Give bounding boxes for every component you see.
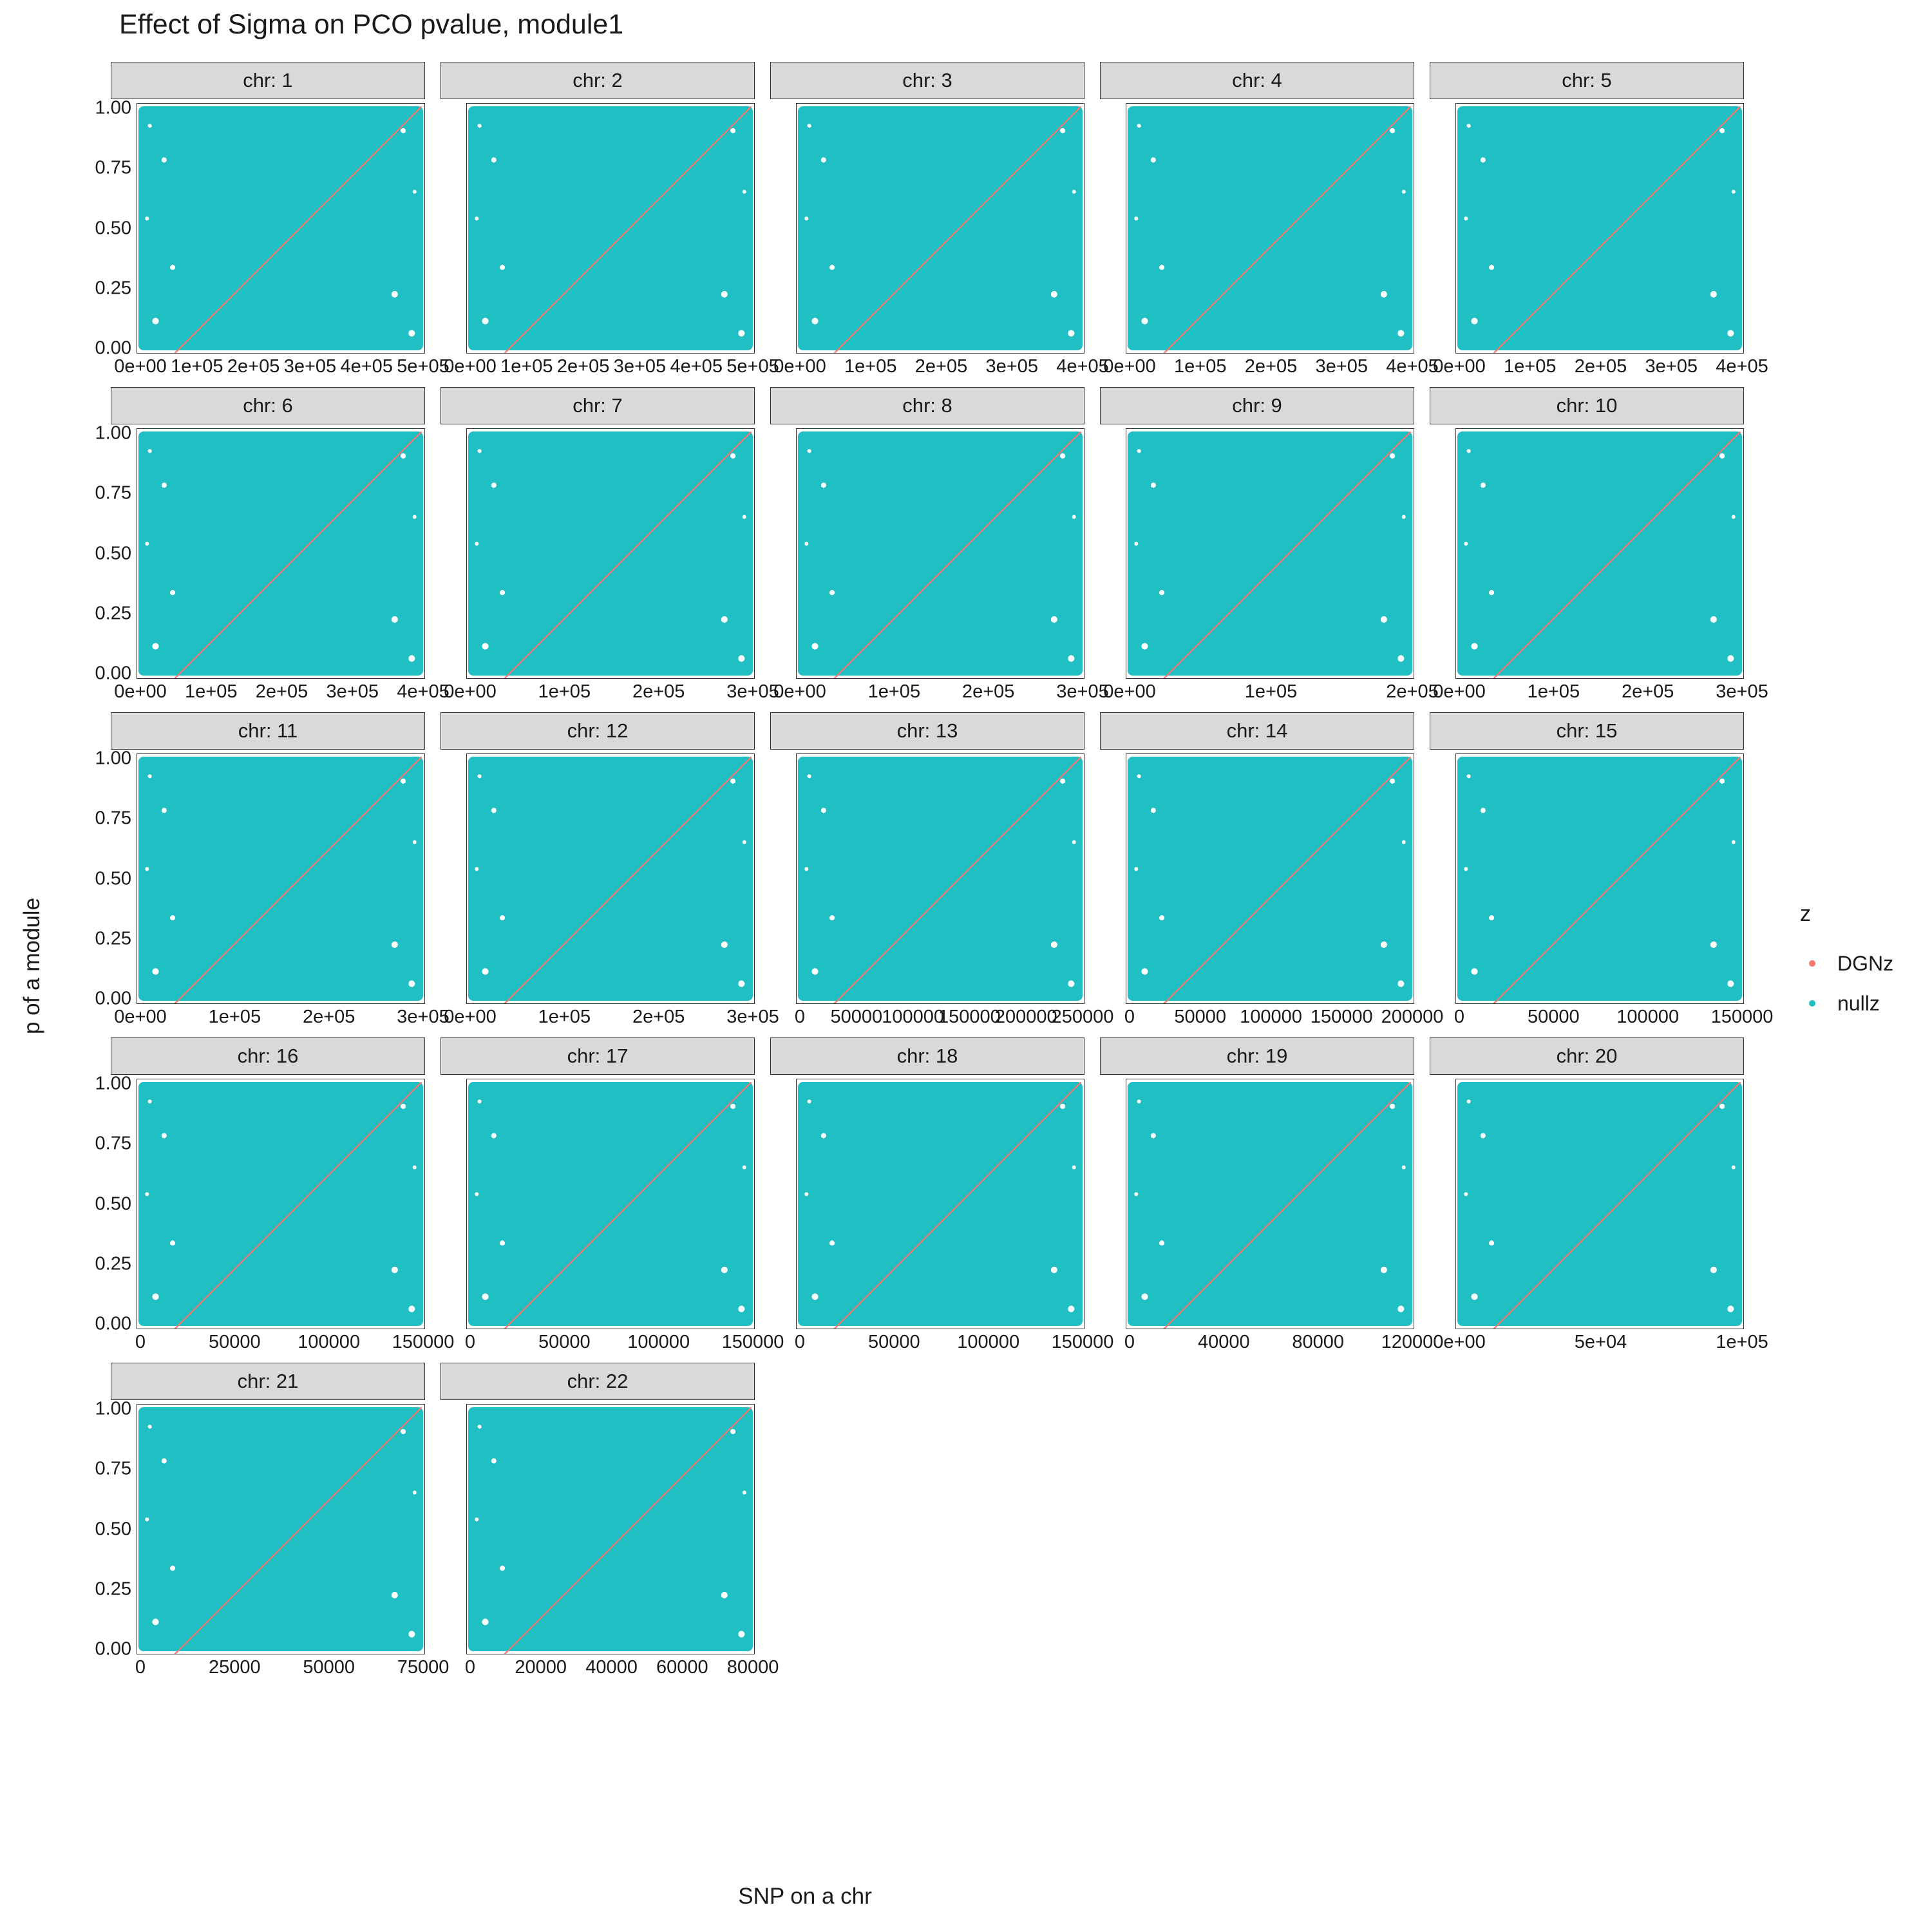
facet-strip-label: chr: 8 xyxy=(770,387,1084,424)
x-tick-label: 4e+05 xyxy=(397,681,450,702)
y-tick-label: 0.25 xyxy=(95,928,131,949)
plot-panel xyxy=(1455,753,1744,1004)
x-axis xyxy=(440,1004,779,1037)
panel-area xyxy=(95,97,425,359)
x-tick-label: 2e+05 xyxy=(255,681,308,702)
plot-panel xyxy=(1126,428,1414,679)
dgnz-diagonal-series xyxy=(137,429,424,679)
x-axis xyxy=(111,354,450,387)
x-tick-label: 0 xyxy=(794,1332,806,1352)
facet-panel-4 xyxy=(1092,62,1439,387)
plot-panel xyxy=(466,1404,755,1654)
x-axis xyxy=(440,679,779,712)
y-axis xyxy=(440,1079,466,1329)
facet-panel-9 xyxy=(1092,387,1439,712)
panel-area xyxy=(770,750,1084,1004)
x-tick-label: 3e+05 xyxy=(283,356,337,377)
dgnz-diagonal-series xyxy=(1456,1079,1743,1329)
plot-panel xyxy=(1455,1079,1744,1329)
x-tick-label: 5e+05 xyxy=(397,356,450,377)
y-tick-label: 1.00 xyxy=(95,1398,131,1419)
legend-label-dgnz: DGNz xyxy=(1837,951,1894,975)
panel-area xyxy=(1430,750,1744,1004)
facet-panel-7 xyxy=(433,387,779,712)
x-tick-label: 50000 xyxy=(538,1332,591,1352)
x-tick-label: 1e+05 xyxy=(867,681,921,702)
x-tick-label: 20000 xyxy=(515,1657,567,1678)
facet-row xyxy=(95,62,1768,387)
x-tick-label: 150000 xyxy=(721,1332,784,1352)
facet-strip-label: chr: 14 xyxy=(1100,712,1414,750)
x-tick-label: 0e+00 xyxy=(444,1007,497,1027)
facet-strip-label: chr: 2 xyxy=(440,62,755,99)
x-tick-label: 2e+05 xyxy=(1574,356,1627,377)
x-tick-label: 2e+05 xyxy=(914,356,968,377)
x-tick-label: 0e+00 xyxy=(773,356,826,377)
x-tick-label: 100000 xyxy=(882,1007,944,1027)
x-tick-label: 150000 xyxy=(938,1007,1001,1027)
y-axis xyxy=(1430,428,1455,679)
panel-area xyxy=(1100,750,1414,1004)
panel-area xyxy=(95,1073,425,1334)
dgnz-diagonal-series xyxy=(797,429,1084,679)
plot-panel xyxy=(1126,103,1414,354)
y-axis xyxy=(95,1398,137,1660)
facet-panel-8 xyxy=(762,387,1109,712)
x-tick-label: 5e+05 xyxy=(726,356,779,377)
facet-strip-label: chr: 5 xyxy=(1430,62,1744,99)
plot-panel xyxy=(466,753,755,1004)
y-axis xyxy=(95,422,137,684)
facet-panel-20 xyxy=(1422,1037,1768,1363)
x-tick-label: 50000 xyxy=(209,1332,261,1352)
dgnz-diagonal-series xyxy=(467,104,754,354)
facet-panel-22 xyxy=(433,1363,779,1688)
y-tick-label: 0.50 xyxy=(95,543,131,564)
x-tick-label: 3e+05 xyxy=(1056,681,1109,702)
facet-panel-5 xyxy=(1422,62,1768,387)
x-axis xyxy=(1430,1004,1774,1037)
x-tick-label: 3e+05 xyxy=(985,356,1038,377)
facet-panel-21 xyxy=(95,1363,450,1688)
dgnz-diagonal-series xyxy=(137,1405,424,1654)
legend-item-dgnz[interactable] xyxy=(1800,943,1929,983)
panel-area xyxy=(440,1400,755,1654)
facet-row xyxy=(95,1037,1768,1363)
y-tick-label: 1.00 xyxy=(95,1073,131,1094)
x-tick-label: 2e+05 xyxy=(227,356,280,377)
facet-row xyxy=(95,712,1774,1037)
y-axis xyxy=(770,428,796,679)
facet-strip-label: chr: 20 xyxy=(1430,1037,1744,1075)
y-tick-label: 1.00 xyxy=(95,422,131,444)
x-axis xyxy=(1430,1329,1768,1363)
plot-panel xyxy=(466,1079,755,1329)
x-tick-label: 0 xyxy=(1124,1332,1135,1352)
dgnz-diagonal-series xyxy=(797,104,1084,354)
facet-strip-label: chr: 11 xyxy=(111,712,425,750)
x-tick-label: 3e+05 xyxy=(726,681,779,702)
x-tick-label: 0e+00 xyxy=(1433,356,1486,377)
legend-item-nullz[interactable] xyxy=(1800,983,1929,1023)
facet-panel-6 xyxy=(95,387,450,712)
x-tick-label: 80000 xyxy=(1292,1332,1345,1352)
facet-strip-label: chr: 15 xyxy=(1430,712,1744,750)
x-tick-label: 0 xyxy=(135,1657,146,1678)
x-tick-label: 100000 xyxy=(298,1332,361,1352)
y-tick-label: 0.50 xyxy=(95,868,131,889)
facet-strip-label: chr: 13 xyxy=(770,712,1084,750)
y-tick-label: 1.00 xyxy=(95,97,131,118)
y-axis xyxy=(1100,1079,1126,1329)
x-tick-label: 3e+05 xyxy=(1716,681,1768,702)
y-axis xyxy=(95,748,137,1009)
dgnz-diagonal-series xyxy=(1126,1079,1414,1329)
plot-panel xyxy=(1455,428,1744,679)
y-tick-label: 0.75 xyxy=(95,157,131,178)
plot-panel xyxy=(137,428,425,679)
y-tick-label: 0.00 xyxy=(95,988,131,1009)
x-tick-label: 0e+00 xyxy=(444,356,497,377)
y-axis xyxy=(1430,1079,1455,1329)
facet-panel-3 xyxy=(762,62,1109,387)
plot-panel xyxy=(1126,1079,1414,1329)
x-tick-label: 3e+05 xyxy=(397,1007,450,1027)
x-tick-label: 40000 xyxy=(1198,1332,1250,1352)
chart-title: Effect of Sigma on PCO pvalue, module1 xyxy=(119,9,624,40)
y-tick-label: 0.50 xyxy=(95,1193,131,1214)
x-tick-label: 1e+05 xyxy=(844,356,897,377)
y-axis xyxy=(440,103,466,354)
y-tick-label: 1.00 xyxy=(95,748,131,769)
facet-strip-label: chr: 3 xyxy=(770,62,1084,99)
x-tick-label: 3e+05 xyxy=(613,356,667,377)
x-tick-label: 0e+00 xyxy=(1103,356,1156,377)
y-tick-label: 0.25 xyxy=(95,603,131,624)
facet-panel-10 xyxy=(1422,387,1768,712)
y-tick-label: 0.00 xyxy=(95,337,131,359)
legend-title: z xyxy=(1800,902,1811,926)
dgnz-diagonal-series xyxy=(467,754,754,1004)
x-axis xyxy=(1430,354,1768,387)
plot-panel xyxy=(1455,103,1744,354)
plot-panel xyxy=(137,1079,425,1329)
panel-area xyxy=(440,424,755,679)
y-axis xyxy=(1100,428,1126,679)
x-tick-label: 0e+00 xyxy=(114,681,167,702)
x-tick-label: 0 xyxy=(464,1657,476,1678)
y-tick-label: 0.75 xyxy=(95,808,131,829)
facet-strip-label: chr: 7 xyxy=(440,387,755,424)
facet-strip-label: chr: 1 xyxy=(111,62,425,99)
legend xyxy=(1800,902,1929,1023)
x-tick-label: 200000 xyxy=(994,1007,1057,1027)
x-tick-label: 3e+05 xyxy=(1315,356,1368,377)
x-tick-label: 1e+05 xyxy=(1527,681,1580,702)
facet-panel-2 xyxy=(433,62,779,387)
x-tick-label: 1e+05 xyxy=(538,1007,591,1027)
plot-panel xyxy=(796,1079,1084,1329)
facet-panel-17 xyxy=(433,1037,784,1363)
x-tick-label: 5e+04 xyxy=(1574,1332,1627,1352)
panel-area xyxy=(440,1075,755,1329)
facet-strip-label: chr: 21 xyxy=(111,1363,425,1400)
x-tick-label: 150000 xyxy=(1051,1332,1114,1352)
x-tick-label: 60000 xyxy=(656,1657,708,1678)
facet-strip-label: chr: 4 xyxy=(1100,62,1414,99)
panel-area xyxy=(95,748,425,1009)
x-tick-label: 150000 xyxy=(392,1332,455,1352)
y-tick-label: 0.75 xyxy=(95,482,131,504)
x-tick-label: 2e+05 xyxy=(556,356,610,377)
x-axis xyxy=(1100,354,1439,387)
panel-area xyxy=(95,422,425,684)
x-tick-label: 100000 xyxy=(627,1332,690,1352)
plot-panel xyxy=(796,753,1084,1004)
x-axis xyxy=(111,1654,450,1688)
x-tick-label: 4e+05 xyxy=(1716,356,1768,377)
y-axis xyxy=(95,1073,137,1334)
panel-area xyxy=(1430,99,1744,354)
facet-panel-14 xyxy=(1092,712,1444,1037)
y-axis xyxy=(770,103,796,354)
facet-strip-label: chr: 12 xyxy=(440,712,755,750)
x-tick-label: 1e+05 xyxy=(1716,1332,1768,1352)
x-tick-label: 50000 xyxy=(1174,1007,1227,1027)
x-tick-label: 0 xyxy=(1124,1007,1135,1027)
plot-panel xyxy=(796,103,1084,354)
x-axis-label: SNP on a chr xyxy=(738,1884,872,1909)
x-tick-label: 150000 xyxy=(1310,1007,1373,1027)
plot-panel xyxy=(137,753,425,1004)
x-axis xyxy=(1100,1329,1444,1363)
facet-strip-label: chr: 16 xyxy=(111,1037,425,1075)
x-tick-label: 0e+00 xyxy=(773,681,826,702)
x-tick-label: 1e+05 xyxy=(538,681,591,702)
x-tick-label: 0 xyxy=(794,1007,806,1027)
x-tick-label: 1e+05 xyxy=(171,356,223,377)
panel-area xyxy=(770,99,1084,354)
x-tick-label: 50000 xyxy=(868,1332,920,1352)
facet-panel-13 xyxy=(762,712,1114,1037)
facet-panel-18 xyxy=(762,1037,1114,1363)
y-axis xyxy=(95,97,137,359)
y-tick-label: 0.50 xyxy=(95,1519,131,1539)
dgnz-diagonal-series xyxy=(137,1079,424,1329)
facet-panel-19 xyxy=(1092,1037,1444,1363)
x-tick-label: 1e+05 xyxy=(1174,356,1227,377)
y-tick-label: 0.50 xyxy=(95,218,131,238)
x-axis xyxy=(111,679,450,712)
panel-area xyxy=(440,99,755,354)
x-tick-label: 1e+05 xyxy=(185,681,238,702)
dgnz-diagonal-series xyxy=(797,1079,1084,1329)
dgnz-diagonal-series xyxy=(1126,429,1414,679)
x-tick-label: 0e+00 xyxy=(1103,681,1156,702)
x-axis xyxy=(111,1004,450,1037)
x-tick-label: 200000 xyxy=(1381,1007,1444,1027)
x-axis xyxy=(440,354,779,387)
x-tick-label: 40000 xyxy=(585,1657,638,1678)
legend-color-swatch-dgnz xyxy=(1809,960,1815,967)
y-axis xyxy=(1430,103,1455,354)
y-tick-label: 0.00 xyxy=(95,663,131,684)
y-axis xyxy=(770,1079,796,1329)
dgnz-diagonal-series xyxy=(467,1079,754,1329)
x-tick-label: 1e+05 xyxy=(1504,356,1557,377)
x-tick-label: 0e+00 xyxy=(1433,1332,1486,1352)
x-axis xyxy=(770,679,1109,712)
y-tick-label: 0.25 xyxy=(95,1253,131,1274)
dgnz-diagonal-series xyxy=(1126,754,1414,1004)
y-axis xyxy=(770,753,796,1004)
x-axis xyxy=(770,1004,1114,1037)
panel-area xyxy=(1100,99,1414,354)
y-tick-label: 0.00 xyxy=(95,1638,131,1660)
y-axis xyxy=(440,428,466,679)
x-tick-label: 2e+05 xyxy=(1244,356,1298,377)
x-tick-label: 50000 xyxy=(1528,1007,1580,1027)
x-tick-label: 3e+05 xyxy=(1645,356,1698,377)
x-tick-label: 3e+05 xyxy=(726,1007,779,1027)
x-tick-label: 50000 xyxy=(303,1657,355,1678)
y-axis-label: p of a module xyxy=(19,897,44,1035)
plot-panel xyxy=(796,428,1084,679)
plot-panel xyxy=(466,103,755,354)
x-tick-label: 0e+00 xyxy=(114,1007,167,1027)
panel-area xyxy=(1430,1075,1744,1329)
y-tick-label: 0.25 xyxy=(95,278,131,299)
facet-row xyxy=(95,387,1768,712)
y-tick-label: 0.25 xyxy=(95,1578,131,1600)
y-tick-label: 0.00 xyxy=(95,1313,131,1334)
facet-strip-label: chr: 10 xyxy=(1430,387,1744,424)
panel-area xyxy=(95,1398,425,1660)
facet-strip-label: chr: 9 xyxy=(1100,387,1414,424)
x-tick-label: 2e+05 xyxy=(302,1007,355,1027)
facet-row xyxy=(95,1363,1752,1688)
dgnz-diagonal-series xyxy=(1126,104,1414,354)
x-axis xyxy=(440,1654,779,1688)
panel-area xyxy=(770,424,1084,679)
x-axis xyxy=(770,354,1109,387)
x-tick-label: 4e+05 xyxy=(340,356,393,377)
x-axis xyxy=(770,1329,1114,1363)
y-axis xyxy=(1100,103,1126,354)
x-tick-label: 4e+05 xyxy=(1386,356,1439,377)
facet-strip-label: chr: 17 xyxy=(440,1037,755,1075)
dgnz-diagonal-series xyxy=(137,104,424,354)
dgnz-diagonal-series xyxy=(1456,754,1743,1004)
plot-panel xyxy=(466,428,755,679)
facet-panel-15 xyxy=(1422,712,1774,1037)
panel-area xyxy=(1100,424,1414,679)
x-tick-label: 25000 xyxy=(209,1657,261,1678)
x-tick-label: 50000 xyxy=(830,1007,883,1027)
y-tick-label: 0.75 xyxy=(95,1133,131,1154)
x-tick-label: 80000 xyxy=(726,1657,779,1678)
y-axis xyxy=(440,1404,466,1654)
panel-area xyxy=(1430,424,1744,679)
facet-panel-11 xyxy=(95,712,450,1037)
panel-area xyxy=(770,1075,1084,1329)
x-tick-label: 2e+05 xyxy=(1386,681,1439,702)
x-axis xyxy=(1100,1004,1444,1037)
y-axis xyxy=(440,753,466,1004)
dgnz-diagonal-series xyxy=(1456,104,1743,354)
dgnz-diagonal-series xyxy=(797,754,1084,1004)
dgnz-diagonal-series xyxy=(1456,429,1743,679)
x-tick-label: 2e+05 xyxy=(961,681,1015,702)
x-tick-label: 1e+05 xyxy=(1244,681,1298,702)
x-tick-label: 100000 xyxy=(957,1332,1020,1352)
facet-panel-1 xyxy=(95,62,450,387)
x-tick-label: 100000 xyxy=(1616,1007,1680,1027)
y-axis xyxy=(1100,753,1126,1004)
x-tick-label: 0 xyxy=(464,1332,476,1352)
facet-grid xyxy=(95,62,1774,1688)
x-axis xyxy=(440,1329,784,1363)
x-tick-label: 1e+05 xyxy=(500,356,553,377)
x-tick-label: 0e+00 xyxy=(1433,681,1486,702)
plot-panel xyxy=(137,103,425,354)
dgnz-diagonal-series xyxy=(137,754,424,1004)
x-tick-label: 120000 xyxy=(1381,1332,1444,1352)
plot-panel xyxy=(137,1404,425,1654)
x-tick-label: 150000 xyxy=(1710,1007,1774,1027)
x-tick-label: 1e+05 xyxy=(208,1007,261,1027)
facet-strip-label: chr: 18 xyxy=(770,1037,1084,1075)
facet-panel-12 xyxy=(433,712,779,1037)
facet-strip-label: chr: 22 xyxy=(440,1363,755,1400)
panel-area xyxy=(440,750,755,1004)
facet-panel-16 xyxy=(95,1037,455,1363)
dgnz-diagonal-series xyxy=(467,1405,754,1654)
legend-color-swatch-nullz xyxy=(1809,1000,1815,1007)
y-tick-label: 0.75 xyxy=(95,1458,131,1479)
x-tick-label: 0e+00 xyxy=(114,356,167,377)
x-tick-label: 2e+05 xyxy=(632,681,685,702)
x-tick-label: 4e+05 xyxy=(1056,356,1109,377)
x-tick-label: 100000 xyxy=(1240,1007,1302,1027)
facet-strip-label: chr: 6 xyxy=(111,387,425,424)
x-tick-label: 0e+00 xyxy=(444,681,497,702)
x-tick-label: 2e+05 xyxy=(1621,681,1674,702)
x-tick-label: 250000 xyxy=(1051,1007,1114,1027)
facet-strip-label: chr: 19 xyxy=(1100,1037,1414,1075)
y-axis xyxy=(1430,753,1455,1004)
x-tick-label: 3e+05 xyxy=(326,681,379,702)
x-axis xyxy=(1100,679,1439,712)
legend-label-nullz: nullz xyxy=(1837,991,1880,1015)
x-tick-label: 0 xyxy=(1454,1007,1465,1027)
x-tick-label: 75000 xyxy=(397,1657,450,1678)
x-axis xyxy=(1430,679,1768,712)
plot-panel xyxy=(1126,753,1414,1004)
panel-area xyxy=(1100,1075,1414,1329)
x-tick-label: 2e+05 xyxy=(632,1007,685,1027)
x-tick-label: 0 xyxy=(135,1332,146,1352)
x-axis xyxy=(111,1329,455,1363)
x-tick-label: 4e+05 xyxy=(670,356,723,377)
dgnz-diagonal-series xyxy=(467,429,754,679)
